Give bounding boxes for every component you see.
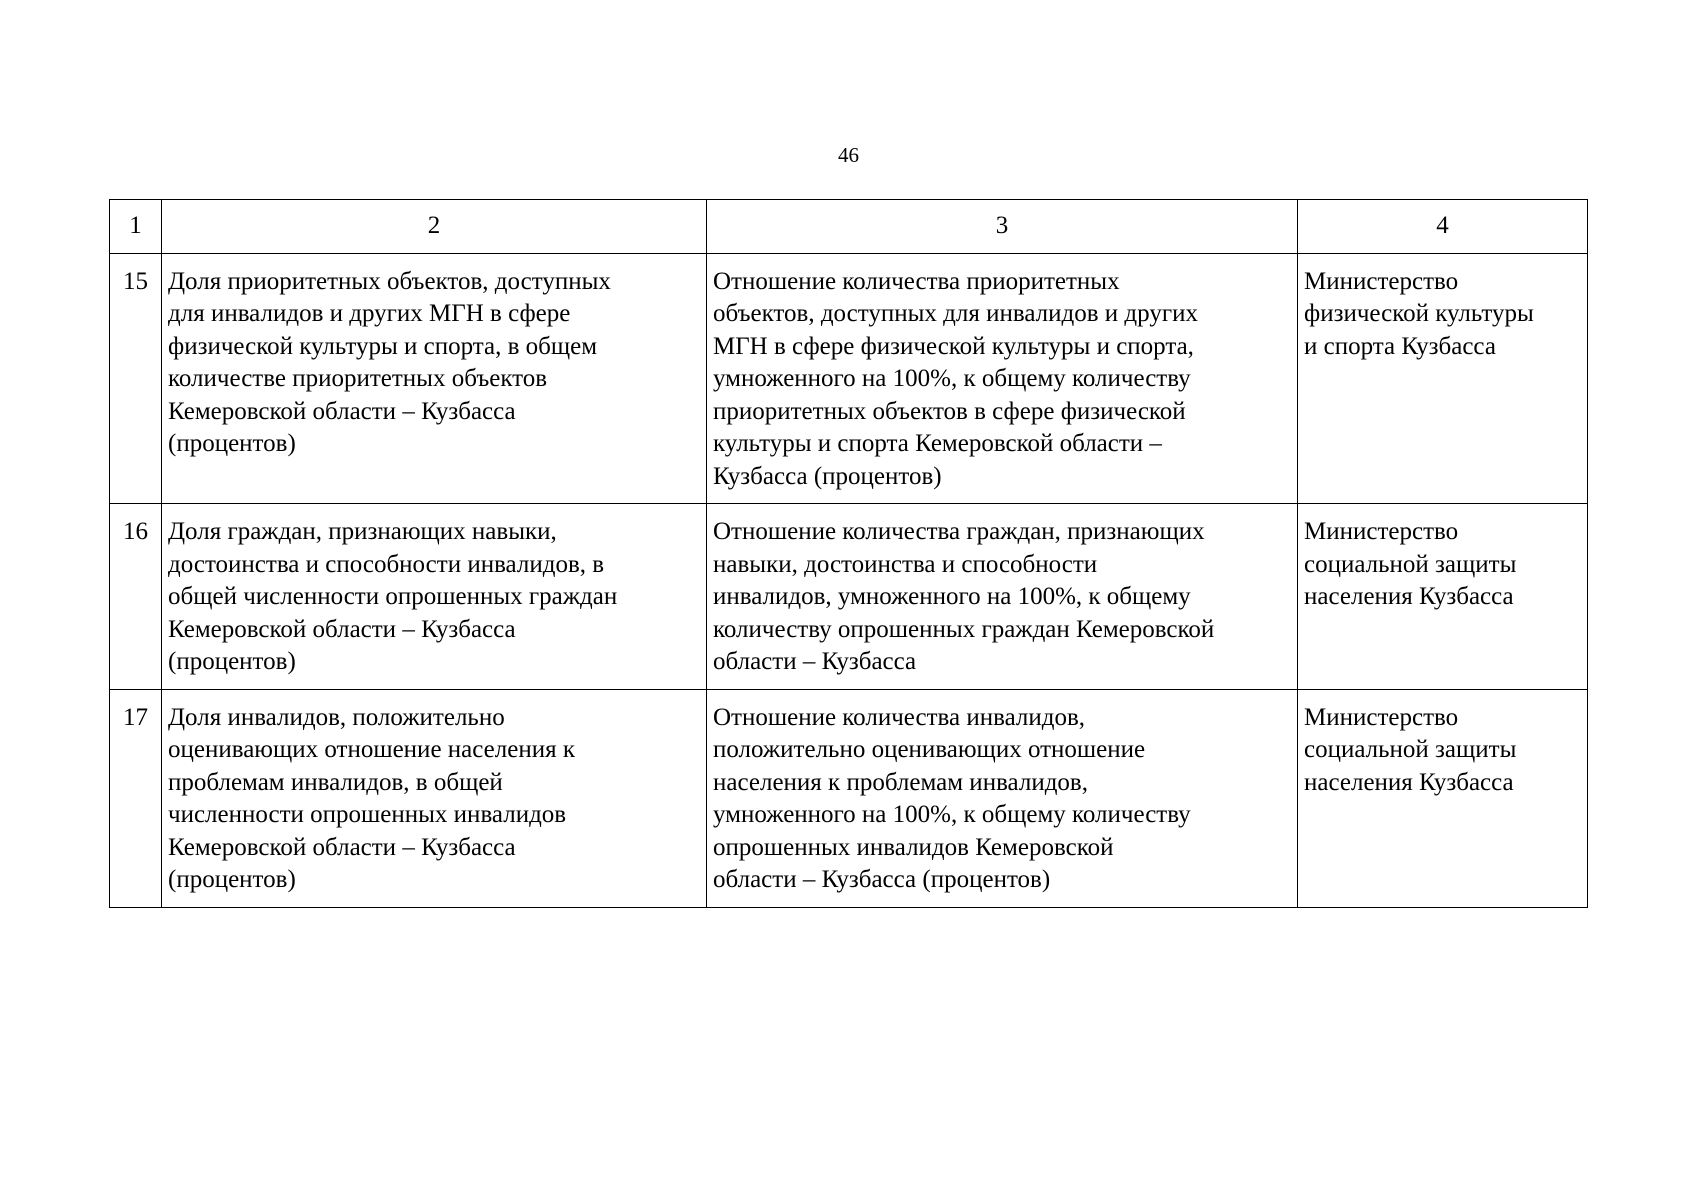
column-header-2: 2 [162, 200, 707, 254]
row-number: 16 [110, 504, 162, 690]
indicators-table [109, 199, 1588, 908]
table-row [110, 689, 1588, 907]
table-header-row [110, 200, 1588, 254]
page-number: 46 [838, 143, 859, 167]
indicator-cell: Доля приоритетных объектов, доступных для инвалидов и других МГН в сфере физической культуры и спорта, в общем количестве приоритетных объектов Кемеровской области – Кузбасса (процентов) [162, 253, 707, 504]
row-number: 15 [110, 253, 162, 504]
responsible-cell: Министерство физической культуры и спорта Кузбасса [1298, 253, 1588, 504]
column-header-4: 4 [1298, 200, 1588, 254]
responsible-cell: Министерство социальной защиты населения Кузбасса [1298, 689, 1588, 907]
row-number: 17 [110, 689, 162, 907]
column-header-3: 3 [707, 200, 1298, 254]
calculation-method-cell: Отношение количества инвалидов, положительно оценивающих отношение населения к проблемам инвалидов, умноженного на 100%, к общему количеству опрошенных инвалидов Кемеровской области – Кузбасса (процентов) [707, 689, 1298, 907]
column-header-1: 1 [110, 200, 162, 254]
indicator-cell: Доля инвалидов, положительно оценивающих отношение населения к проблемам инвалидов, в общей численности опрошенных инвалидов Кемеровской области – Кузбасса (процентов) [162, 689, 707, 907]
calculation-method-cell: Отношение количества граждан, признающих навыки, достоинства и способности инвалидов, умноженного на 100%, к общему количеству опрошенных граждан Кемеровской области – Кузбасса [707, 504, 1298, 690]
calculation-method-cell: Отношение количества приоритетных объектов, доступных для инвалидов и других МГН в сфере физической культуры и спорта, умноженного на 100%, к общему количеству приоритетных объектов в сфере физической культуры и спорта Кемеровской области – Кузбасса (процентов) [707, 253, 1298, 504]
responsible-cell: Министерство социальной защиты населения Кузбасса [1298, 504, 1588, 690]
table-row [110, 253, 1588, 504]
indicator-cell: Доля граждан, признающих навыки, достоинства и способности инвалидов, в общей численности опрошенных граждан Кемеровской области – Кузбасса (процентов) [162, 504, 707, 690]
table-row [110, 504, 1588, 690]
